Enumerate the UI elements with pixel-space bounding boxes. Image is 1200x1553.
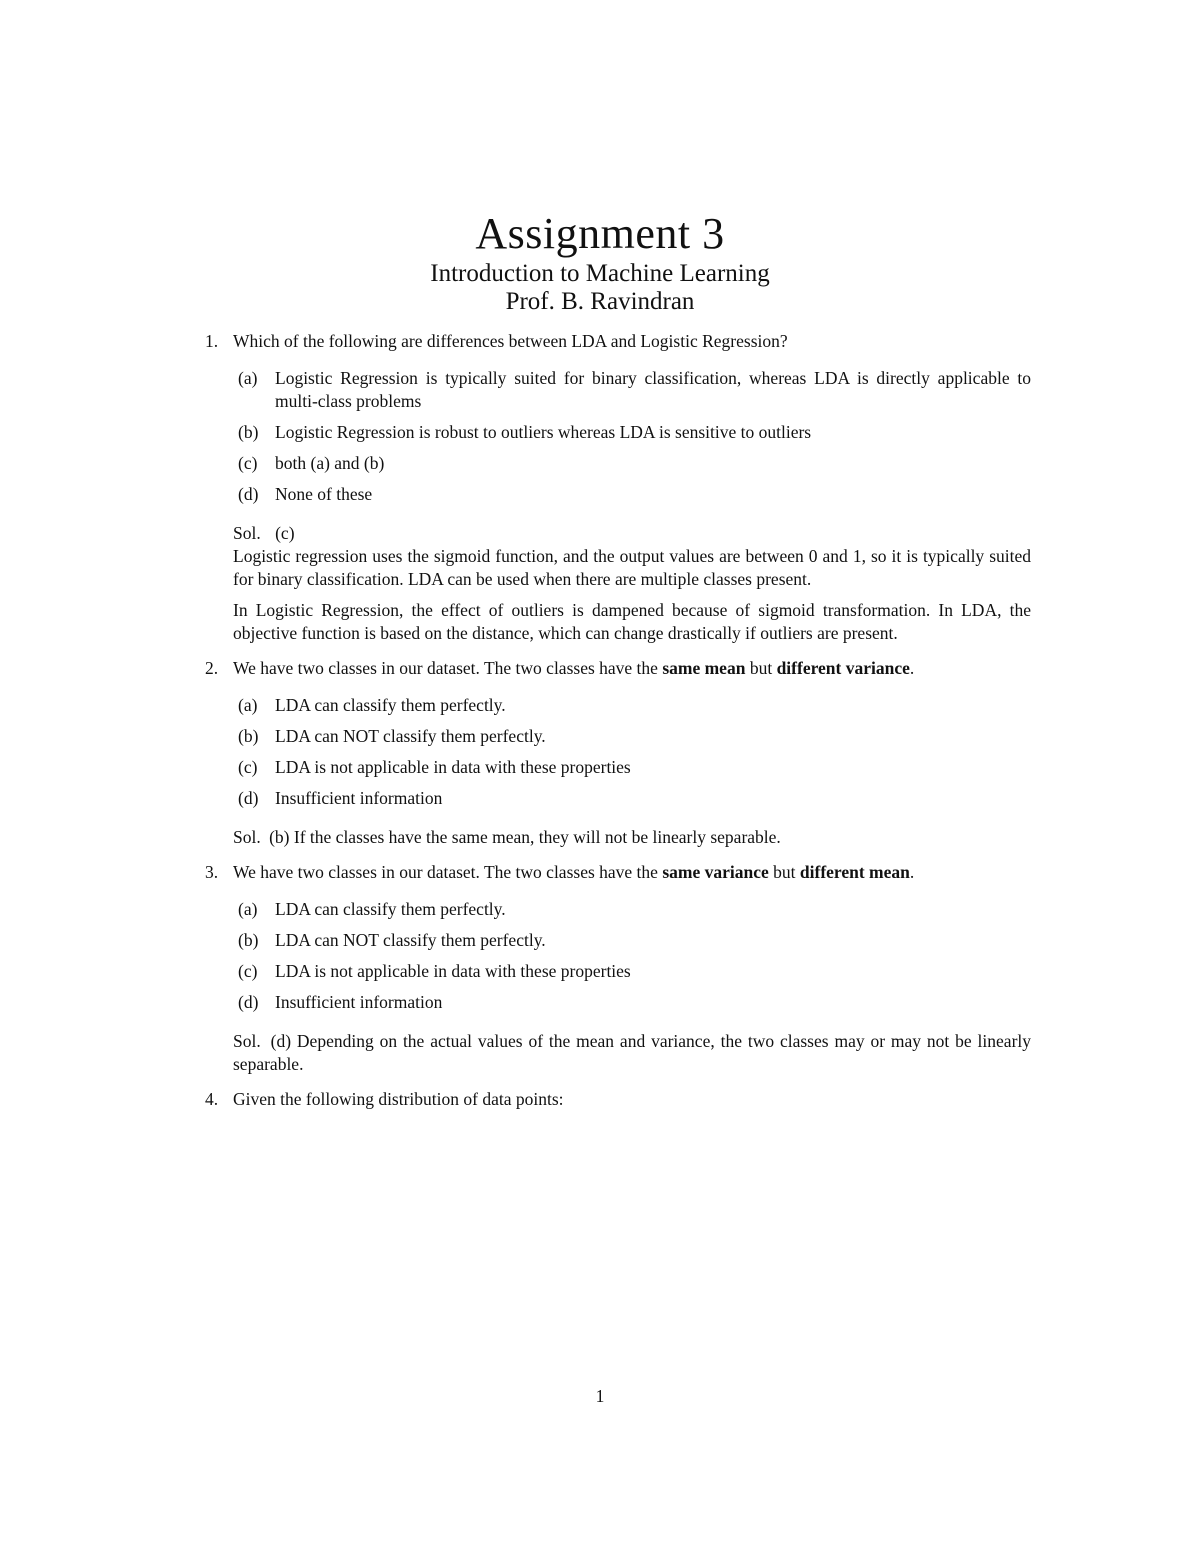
document-subtitle: Introduction to Machine Learning [430, 260, 770, 287]
option-text: LDA can NOT classify them perfectly. [275, 726, 546, 746]
option-d [233, 991, 1031, 1014]
option-label: (b) [238, 930, 259, 950]
option-text: Logistic Regression is robust to outliers whereas LDA is sensitive to outliers [275, 422, 812, 442]
option-a [233, 898, 1031, 921]
question-number: 1. [205, 331, 219, 351]
option-c [233, 756, 1031, 779]
question-stem: Given the following distribution of data points: [233, 1089, 564, 1109]
option-label: (a) [238, 368, 258, 388]
page-number: 1 [595, 1386, 605, 1406]
solution-answer-line [233, 1030, 1031, 1076]
option-list [233, 898, 1031, 1014]
option-text: Insufficient information [275, 992, 443, 1012]
stem-text: but [768, 862, 800, 882]
option-text: both (a) and (b) [275, 453, 385, 473]
option-a [233, 367, 1031, 413]
solution-label: Sol. [233, 523, 261, 543]
option-b [233, 725, 1031, 748]
option-d [233, 787, 1031, 810]
option-label: (a) [238, 899, 258, 919]
option-label: (d) [238, 484, 259, 504]
question-stem [233, 861, 1031, 884]
title-block [0, 208, 1200, 316]
option-list [233, 694, 1031, 810]
stem-text: . [909, 658, 915, 678]
option-label: (b) [238, 422, 259, 442]
stem-emphasis: different mean [799, 862, 910, 882]
stem-text: We have two classes in our dataset. The two classes have the [233, 658, 663, 678]
solution-text: (b) If the classes have the same mean, they will not be linearly separable. [269, 827, 781, 847]
solution-paragraph: Logistic regression uses the sigmoid function, and the output values are between 0 and 1, so it is typically suited for binary classification. LDA can be used when there are multiple classes present. [233, 546, 1031, 589]
question-2 [205, 657, 1031, 849]
solution-text: (d) Depending on the actual values of the mean and variance, the two classes may or may not be linearly separable. [233, 1031, 1032, 1074]
document-author: Prof. B. Ravindran [505, 288, 695, 315]
solution-answer-line [233, 826, 1031, 849]
solution [233, 1030, 1031, 1076]
document-title: Assignment 3 [475, 209, 725, 258]
option-text: LDA is not applicable in data with these properties [275, 757, 631, 777]
option-c [233, 960, 1031, 983]
question-3 [205, 861, 1031, 1076]
option-label: (c) [238, 757, 258, 777]
question-1 [205, 330, 1031, 645]
option-b [233, 421, 1031, 444]
question-stem [233, 657, 1031, 680]
solution-label: Sol. [233, 1031, 261, 1051]
stem-text: . [909, 862, 915, 882]
solution-answer: (c) [275, 523, 295, 543]
solution-answer-line [233, 522, 1031, 545]
option-label: (a) [238, 695, 258, 715]
option-text: None of these [275, 484, 373, 504]
question-list [205, 330, 1031, 1123]
option-text: Logistic Regression is typically suited for binary classification, whereas LDA is directly applicable to multi-class problems [275, 368, 1031, 411]
solution [233, 826, 1031, 849]
option-a [233, 694, 1031, 717]
question-number: 3. [205, 862, 219, 882]
question-stem: Which of the following are differences between LDA and Logistic Regression? [233, 331, 788, 351]
question-4 [205, 1088, 1031, 1111]
option-text: Insufficient information [275, 788, 443, 808]
stem-emphasis: different variance [776, 658, 910, 678]
question-number: 4. [205, 1089, 219, 1109]
stem-text: but [745, 658, 777, 678]
option-d [233, 483, 1031, 506]
stem-text: We have two classes in our dataset. The two classes have the [233, 862, 663, 882]
option-label: (b) [238, 726, 259, 746]
option-label: (c) [238, 453, 258, 473]
option-text: LDA is not applicable in data with these properties [275, 961, 631, 981]
option-c [233, 452, 1031, 475]
solution-label: Sol. [233, 827, 261, 847]
option-label: (d) [238, 992, 259, 1012]
question-number: 2. [205, 658, 219, 678]
solution-paragraph: In Logistic Regression, the effect of outliers is dampened because of sigmoid transformation. In LDA, the objective function is based on the distance, which can change drastically if outliers are present. [233, 600, 1031, 643]
option-label: (d) [238, 788, 259, 808]
stem-emphasis: same variance [662, 862, 769, 882]
option-text: LDA can NOT classify them perfectly. [275, 930, 546, 950]
option-text: LDA can classify them perfectly. [275, 899, 506, 919]
stem-emphasis: same mean [662, 658, 746, 678]
option-label: (c) [238, 961, 258, 981]
option-text: LDA can classify them perfectly. [275, 695, 506, 715]
solution [233, 522, 1031, 645]
option-list [233, 367, 1031, 506]
option-b [233, 929, 1031, 952]
